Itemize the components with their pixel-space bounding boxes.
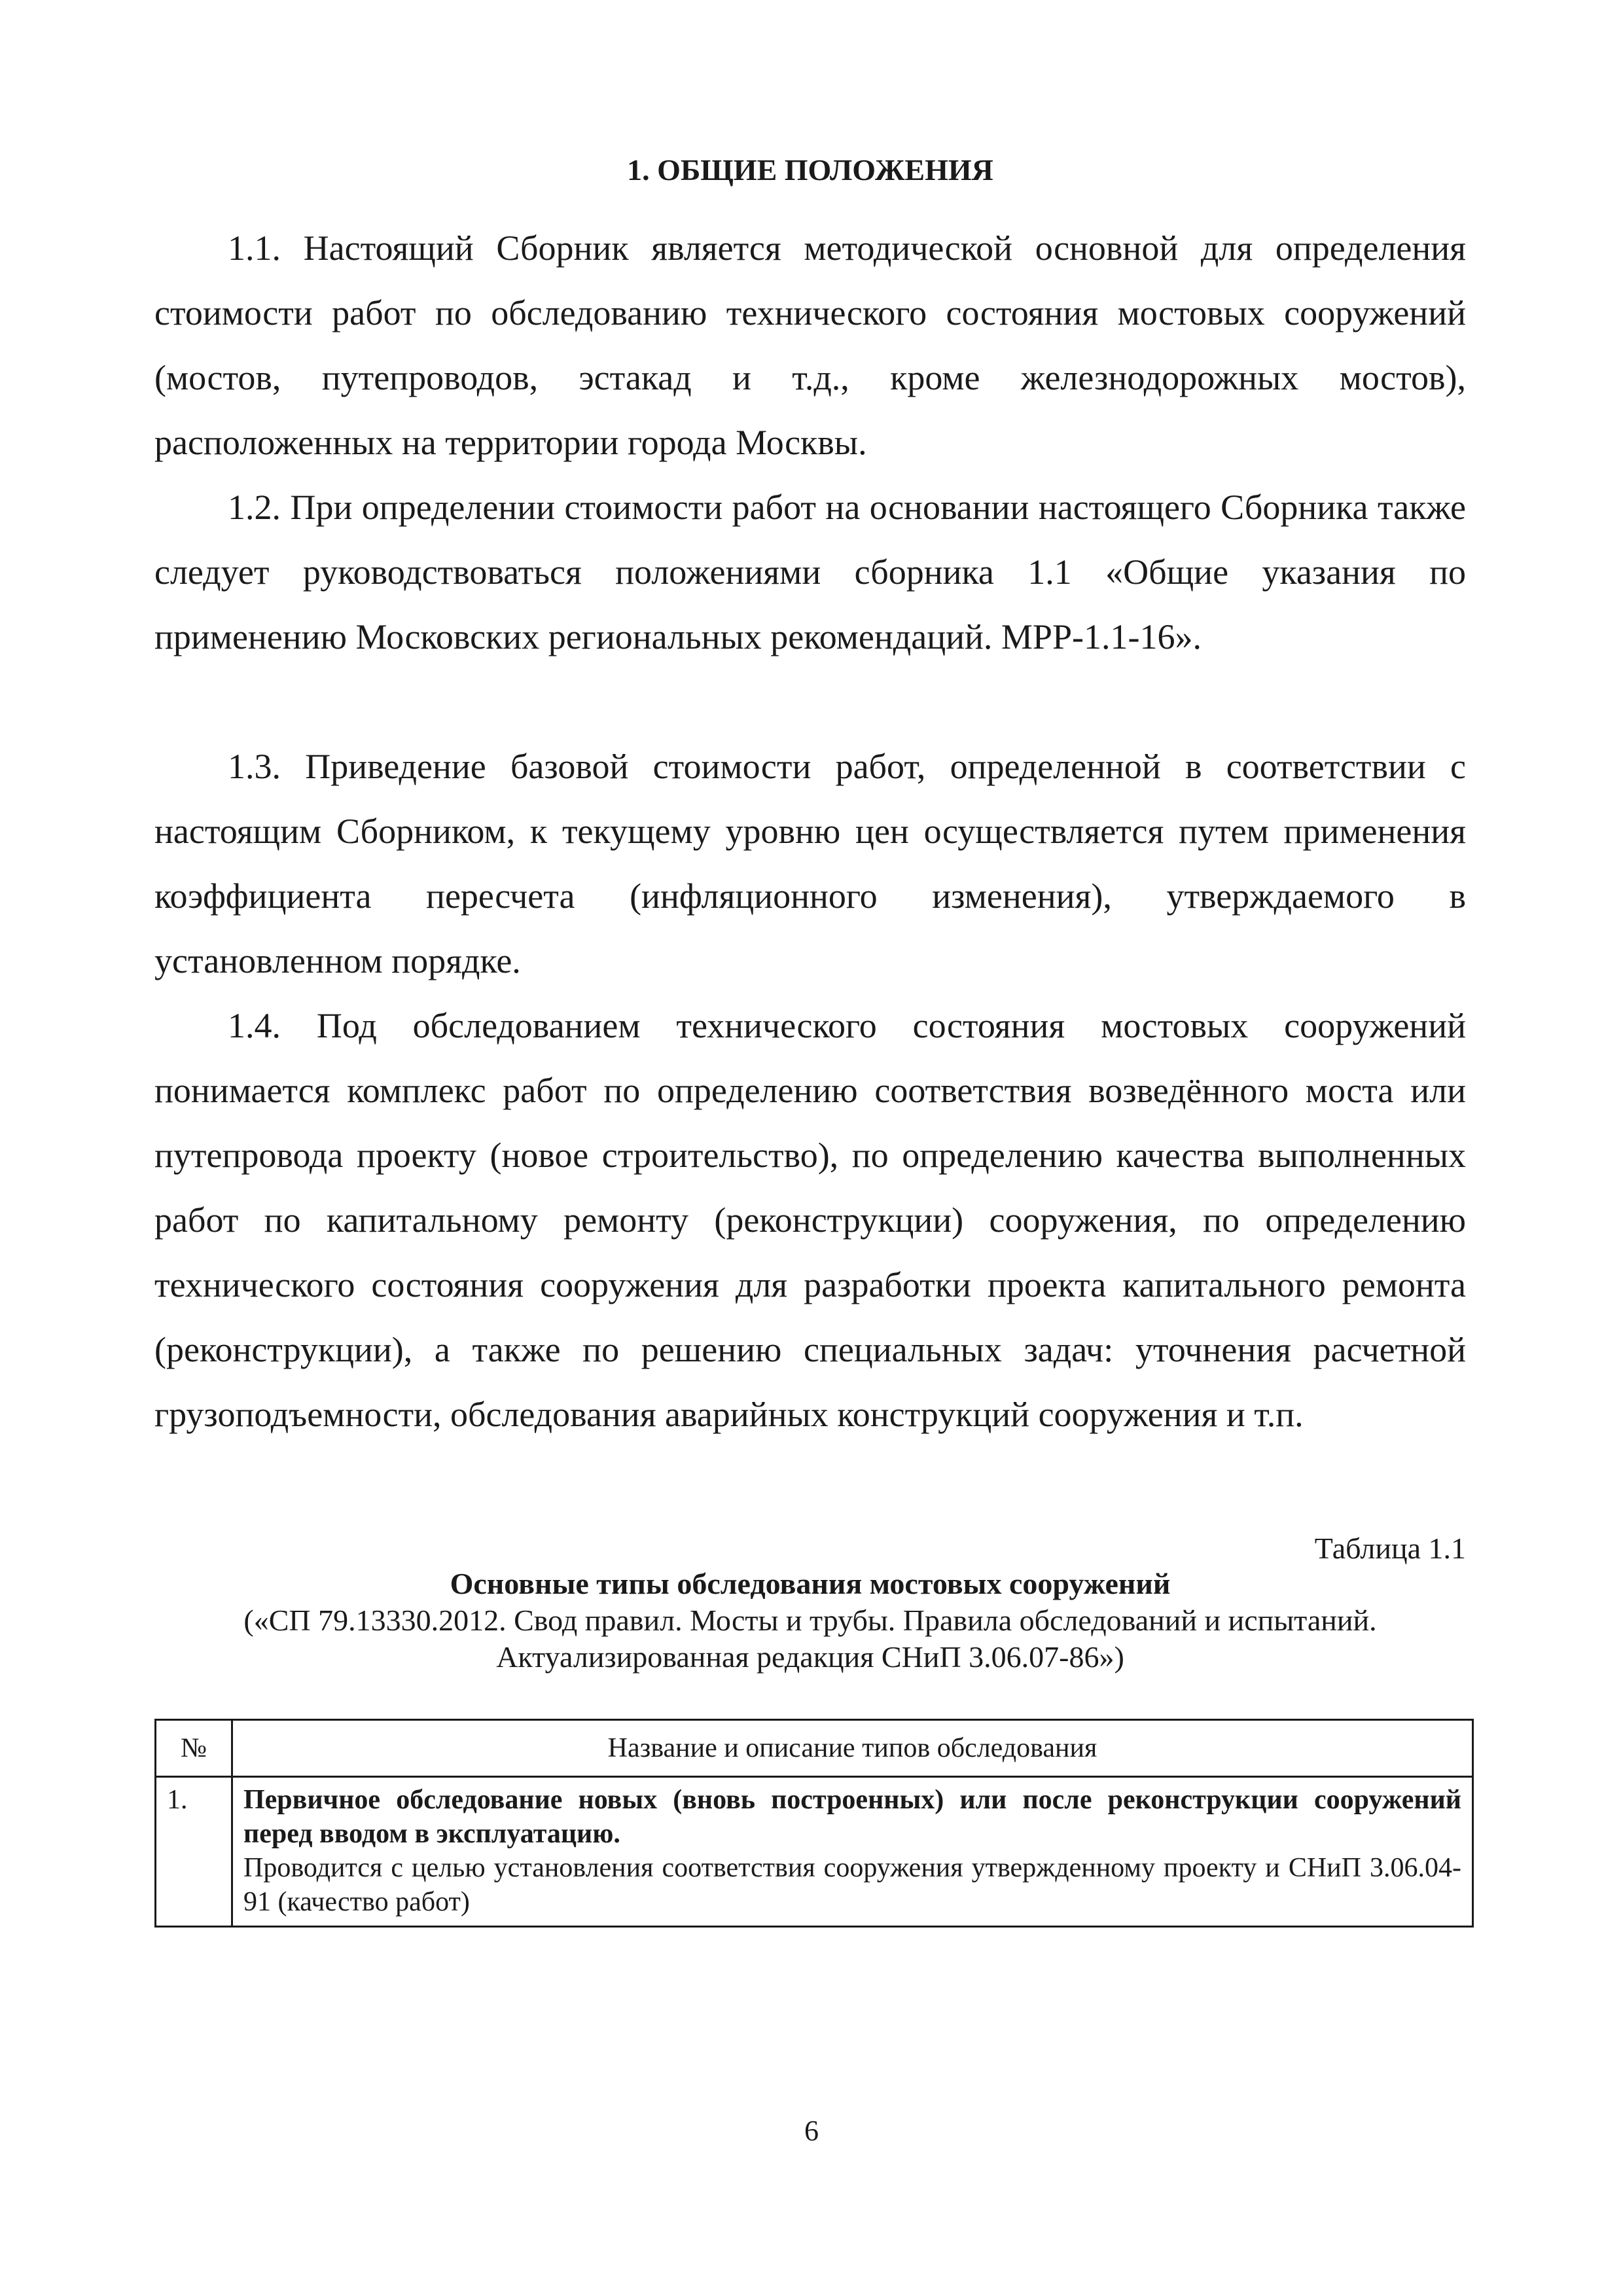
section-heading: 1. ОБЩИЕ ПОЛОЖЕНИЯ: [627, 153, 993, 187]
paragraph-1-3: 1.3. Приведение базовой стоимости работ, определенной в соответствии с настоящим Сборником, к текущему уровню цен осуществляется путем применения коэффициента пересчета (инфляционного изменения), утверждаемого в установленном порядке.: [154, 747, 1466, 980]
header-name: Название и описание типов обследования: [232, 1720, 1473, 1777]
paragraph-1-2: 1.2. При определении стоимости работ на основании настоящего Сборника также следует руководствоваться положениями сборника 1.1 «Общие указания по применению Московских региональных рекомендаций. МРР-1.1-16».: [154, 488, 1466, 656]
page-number: 6: [804, 2115, 819, 2147]
table-header-row: [156, 1720, 1473, 1777]
table-title: Основные типы обследования мостовых сооружений: [450, 1567, 1171, 1600]
table-label: Таблица 1.1: [1314, 1532, 1466, 1565]
row-title: Первичное обследование новых (вновь построенных) или после реконструкции сооружений перед вводом в эксплуатацию.: [243, 1785, 1461, 1849]
inspection-types-table: [154, 1719, 1474, 1928]
paragraph-1-4: 1.4. Под обследованием технического состояния мостовых сооружений понимается комплекс работ по определению соответствия возведённого моста или путепровода проекту (новое строительство), по определению качества выполненных работ по капитальному ремонту (реконструкции) сооружения, по определению технического состояния сооружения для разработки проекта капитального ремонта (реконструкции), а также по решению специальных задач: уточнения расчетной грузоподъемности, обследования аварийных конструкций сооружения и т.п.: [154, 1006, 1466, 1434]
row-number: 1.: [156, 1777, 232, 1927]
header-number: №: [156, 1720, 232, 1777]
table-row: [156, 1777, 1473, 1927]
table-subtitle-line-1: («СП 79.13330.2012. Свод правил. Мосты и трубы. Правила обследований и испытаний.: [243, 1604, 1377, 1637]
table-subtitle: [154, 1602, 1466, 1676]
table-subtitle-line-2: Актуализированная редакция СНиП 3.06.07-86»): [496, 1640, 1124, 1674]
row-content: [232, 1777, 1473, 1927]
row-description: Проводится с целью установления соответствия сооружения утвержденному проекту и СНиП 3.06.04-91 (качество работ): [243, 1853, 1461, 1917]
paragraph-1-1: 1.1. Настоящий Сборник является методической основной для определения стоимости работ по обследованию технического состояния мостовых сооружений (мостов, путепроводов, эстакад и т.д., кроме железнодорожных мостов), расположенных на территории города Москвы.: [154, 228, 1466, 462]
